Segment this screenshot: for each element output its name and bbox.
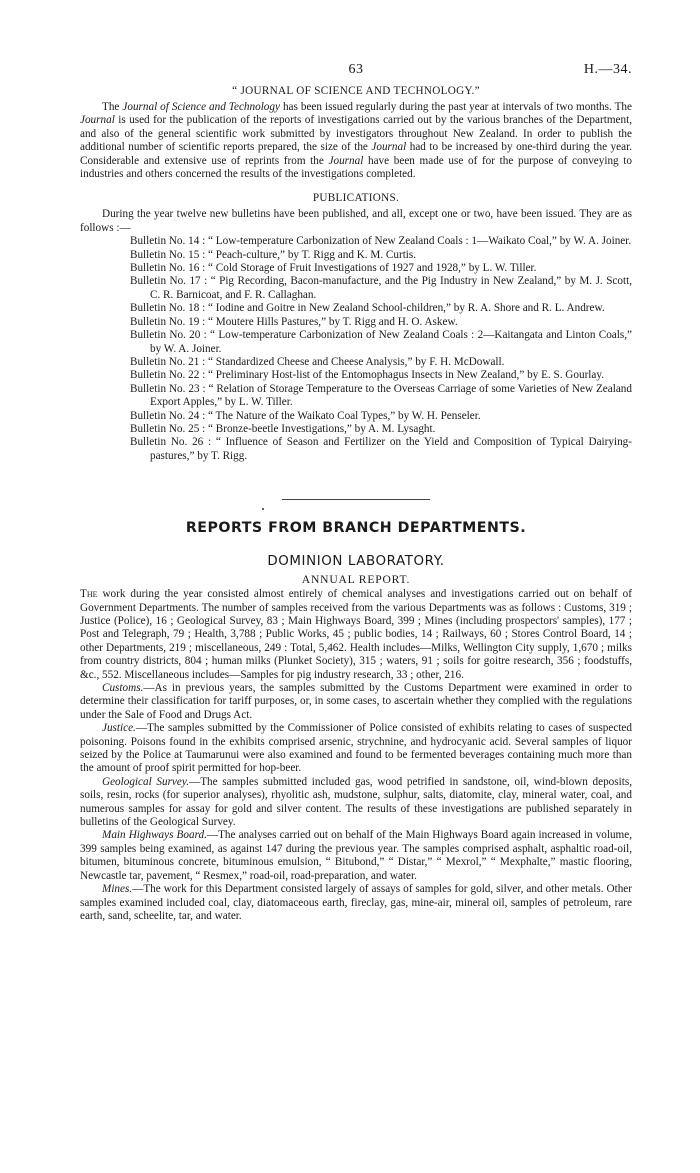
page-number: 63 xyxy=(348,62,364,77)
justice-paragraph: Justice.—The samples submitted by the Commissioner of Police consisted of exhibits relating to cases of suspected poisoning. Poisons found in the exhibits comprised arsenic, strychnine, and hydrocyanic acid. Several samples of liquor seized by the Police at Taumarunui were also examined and found to be fermented beverages containing much more than the amount of proof spirit permitted for hop-beer. xyxy=(80,722,632,775)
document-page xyxy=(80,62,632,923)
bulletin-item: Bulletin No. 24 : “ The Nature of the Waikato Coal Types,” by W. H. Penseler. xyxy=(130,409,481,422)
bulletin-list xyxy=(130,235,632,463)
mines-paragraph: Mines.—The work for this Department consisted largely of assays of samples for gold, silver, and other metals. Other samples examined included coal, clay, diatomaceous earth, fireclay, gas, mine-air, mineral oil, samples of petroleum, rare earth, sand, scheelite, tar, and water. xyxy=(80,883,632,922)
printer-mark xyxy=(262,508,264,510)
section-divider xyxy=(282,499,430,500)
reports-heading: REPORTS FROM BRANCH DEPARTMENTS. xyxy=(185,520,527,537)
laboratory-heading: DOMINION LABORATORY. xyxy=(267,554,445,570)
page-header xyxy=(80,62,632,84)
document-reference: H.—34. xyxy=(583,62,632,77)
laboratory-intro: The work during the year consisted almost entirely of chemical analyses and investigations carried out on behalf of Government Departments. The number of samples received from the various Departments was as follows : Customs, 319 ; Justice (Police), 16 ; Geological Survey, 83 ; Main Highways Board, 399 ; Mines (including prospectors' samples), 177 ; Post and Telegraph, 79 ; Health, 3,788 ; Public Works, 45 ; public bodies, 14 ; Railways, 60 ; Stores Control Board, 14 ; other Departments, 219 ; miscellaneous, 249 : Total, 5,462. Health includes—Milks, Wellington City supply, 1,670 ; milks from country districts, 804 ; human milks (Plunket Society), 315 ; waters, 91 ; soils for goitre research, 356 ; foodstuffs, &c., 552. Miscellaneous includes—Samples for pig industry research, 33 ; other, 216. xyxy=(80,588,632,681)
journal-heading: “ JOURNAL OF SCIENCE AND TECHNOLOGY.” xyxy=(232,85,480,97)
bulletin-item: Bulletin No. 19 : “ Moutere Hills Pastures,” by T. Rigg and H. O. Askew. xyxy=(130,315,458,328)
bulletin-item: Bulletin No. 14 : “ Low-temperature Carbonization of New Zealand Coals : 1—Waikato Coal,” by W. A. Joiner. xyxy=(130,235,632,248)
bulletin-item: Bulletin No. 15 : “ Peach-culture,” by T. Rigg and K. M. Curtis. xyxy=(130,248,417,261)
bulletin-item: Bulletin No. 20 : “ Low-temperature Carbonization of New Zealand Coals : 2—Kaitangata and Linton Coals,” by W. A. Joiner. xyxy=(130,329,632,355)
bulletin-item: Bulletin No. 22 : “ Preliminary Host-list of the Entomophagus Insects in New Zealand,” by E. S. Gourlay. xyxy=(130,369,605,382)
annual-report-heading: ANNUAL REPORT. xyxy=(301,573,411,587)
main-highways-paragraph: Main Highways Board.—The analyses carried out on behalf of the Main Highways Board again increased in volume, 399 samples being examined, as against 147 during the previous year. The samples comprised asphalt, asphaltic road-oil, bitumen, bituminous concrete, bituminous emulsion, “ Bitubond,” “ Distar,” “ Mexrol,” “ Mexphalte,” mastic flooring, Newcastle tar, pavement, “ Resmex,” road-oil, road-preparation, and water. xyxy=(80,829,633,882)
bulletin-item: Bulletin No. 25 : “ Bronze-beetle Investigations,” by A. M. Lysaght. xyxy=(130,422,436,435)
bulletin-item: Bulletin No. 18 : “ Iodine and Goitre in New Zealand School-children,” by R. A. Shore and R. L. Andrew. xyxy=(130,302,605,315)
bulletin-item: Bulletin No. 26 : “ Influence of Season and Fertilizer on the Yield and Composition of Typical Dairying-pastures,” by T. Rigg. xyxy=(130,436,632,462)
bulletin-item: Bulletin No. 21 : “ Standardized Cheese and Cheese Analysis,” by F. H. McDowall. xyxy=(130,355,505,368)
geological-survey-paragraph: Geological Survey.—The samples submitted included gas, wood petrified in sandstone, oil, wind-blown deposits, soils, resin, rocks (for superior analyses), rhyolitic ash, mudstone, sulphur, salts, diatomite, clay, mineral water, coal, and numerous samples for assay for gold and silver content. The results of these investigations are published separately in bulletins of the Geological Survey. xyxy=(80,775,632,829)
publications-heading: PUBLICATIONS. xyxy=(312,192,400,205)
bulletin-item: Bulletin No. 23 : “ Relation of Storage Temperature to the Overseas Carriage of some Varieties of New Zealand Export Apples,” by L. W. Tiller. xyxy=(130,382,632,409)
bulletin-item: Bulletin No. 17 : “ Pig Recording, Bacon-manufacture, and the Pig Industry in New Zealand,” by M. J. Scott, C. R. Barnicoat, and F. R. Callaghan. xyxy=(130,275,632,301)
journal-paragraph: The Journal of Science and Technology has been issued regularly during the past year at intervals of two months. The Journal is used for the publication of the reports of investigations carried out by the various branches of the Department, and also of the general scientific work submitted by investigators throughout New Zealand. In order to publish the additional number of scientific reports prepared, the size of the Journal had to be increased by one-third during the year. Considerable and extensive use of reprints from the Journal have been made use of for the purpose of conveying to industries and others concerned the results of the investigations completed. xyxy=(80,101,632,181)
bulletin-item: Bulletin No. 16 : “ Cold Storage of Fruit Investigations of 1927 and 1928,” by L. W. Tiller. xyxy=(130,262,537,275)
customs-paragraph: Customs.—As in previous years, the samples submitted by the Customs Department were examined in order to determine their classification for tariff purposes, or, in some cases, to ascertain whether they complied with the regulations under the Sale of Food and Drugs Act. xyxy=(80,682,632,721)
publications-intro: During the year twelve new bulletins have been published, and all, except one or two, have been issued. They are as follows :— xyxy=(80,208,632,234)
